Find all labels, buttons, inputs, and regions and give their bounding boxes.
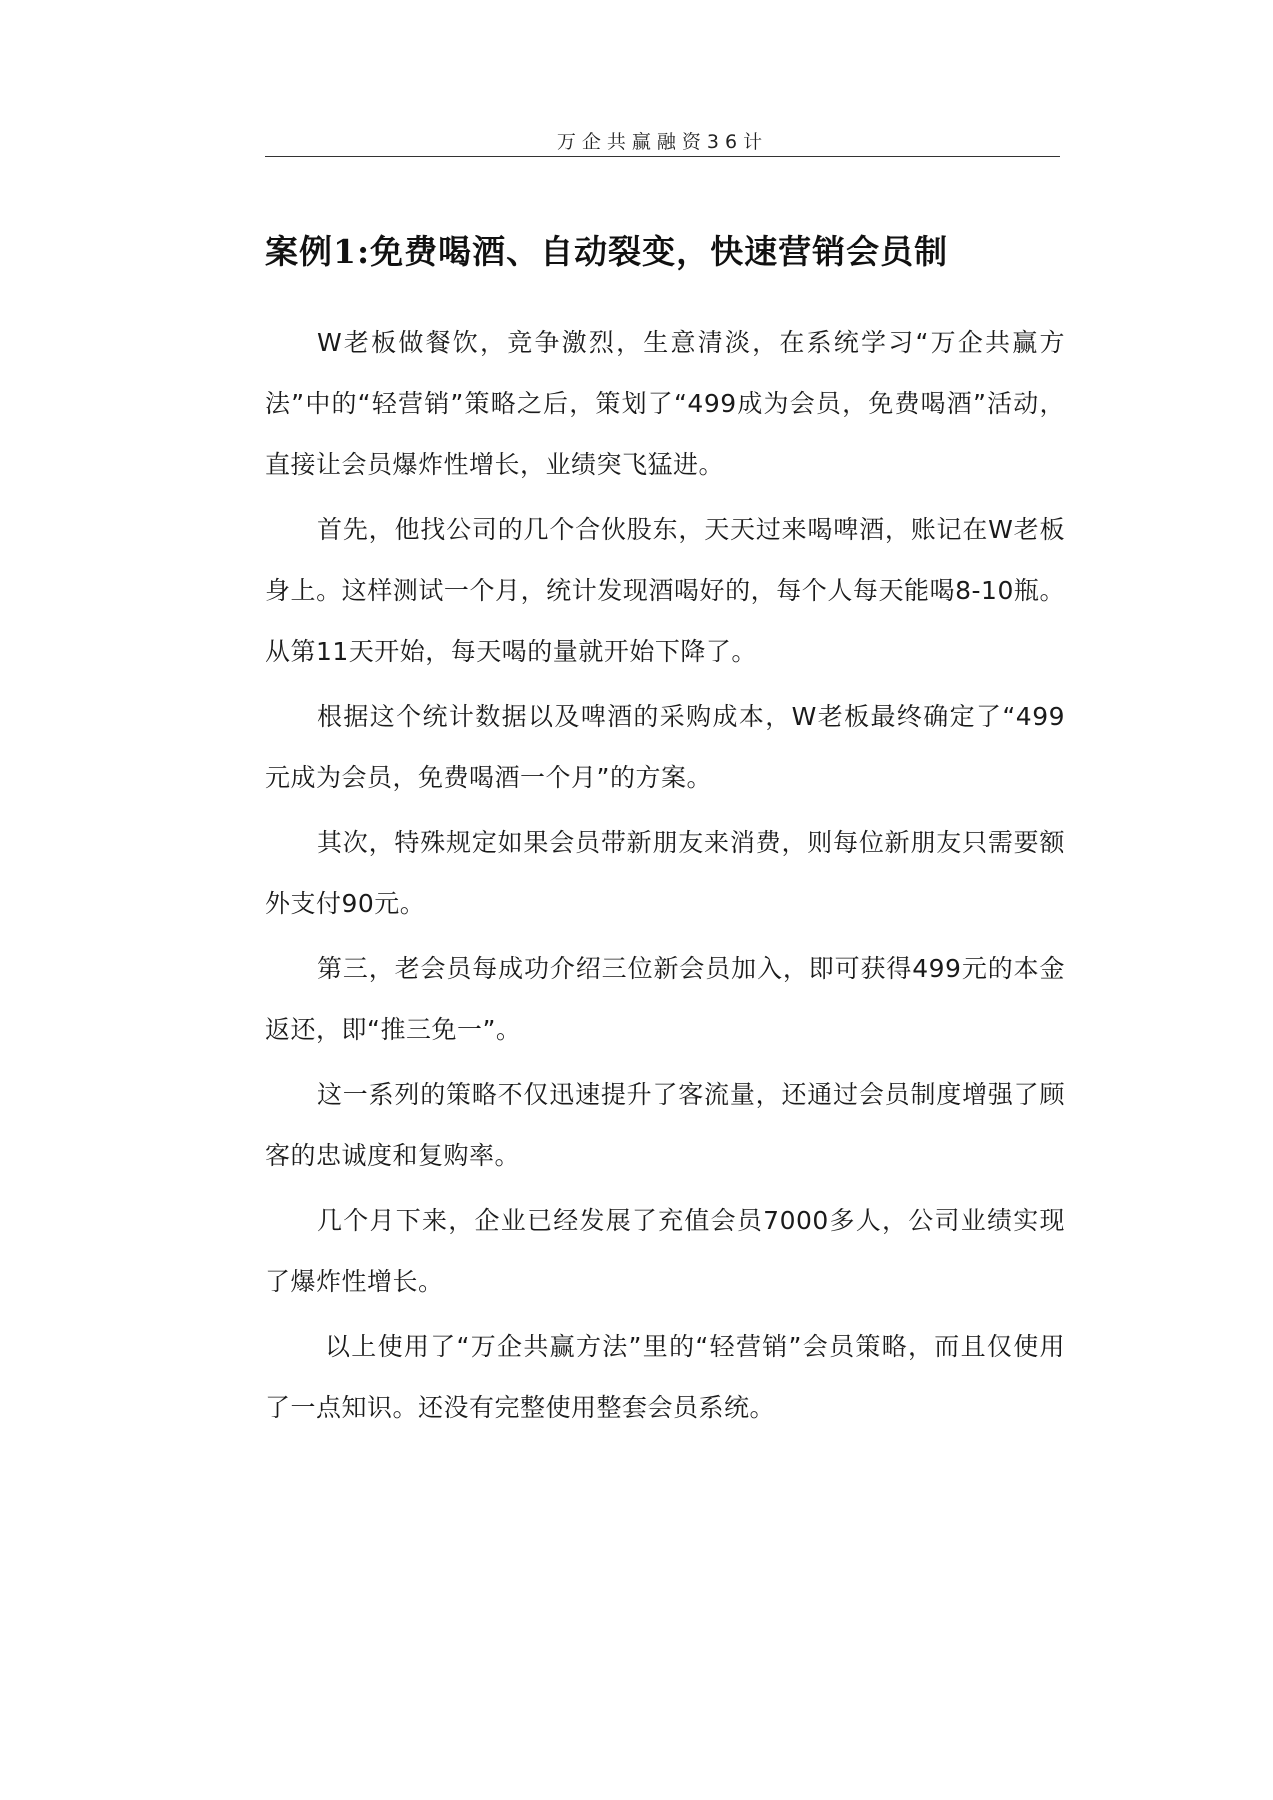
paragraph-conclusion: 以上使用了“万企共赢方法”里的“轻营销”会员策略，而且仅使用了一点知识。还没有完整使用整套会员系统。 xyxy=(265,1332,1065,1422)
running-title: 万企共赢融资36计 xyxy=(556,131,769,153)
paragraph-effect: 这一系列的策略不仅迅速提升了客流量，还通过会员制度增强了顾客的忠诚度和复购率。 xyxy=(265,1080,1065,1170)
body-text xyxy=(265,312,1065,1442)
paragraph-result: 几个月下来，企业已经发展了充值会员7000多人，公司业绩实现了爆炸性增长。 xyxy=(265,1206,1065,1296)
paragraph-second-step: 其次，特殊规定如果会员带新朋友来消费，则每位新朋友只需要额外支付90元。 xyxy=(265,828,1065,918)
page-header xyxy=(265,124,1060,157)
case-title: 案例1:免费喝酒、自动裂变，快速营销会员制 xyxy=(265,232,949,271)
paragraph-third-step: 第三，老会员每成功介绍三位新会员加入，即可获得499元的本金返还，即“推三免一”。 xyxy=(265,954,1065,1044)
paragraph-first-step: 首先，他找公司的几个合伙股东，天天过来喝啤酒，账记在W老板身上。这样测试一个月，统计发现酒喝好的，每个人每天能喝8-10瓶。从第11天开始，每天喝的量就开始下降了。 xyxy=(265,515,1065,666)
paragraph-intro: W老板做餐饮，竞争激烈，生意清淡，在系统学习“万企共赢方法”中的“轻营销”策略之后，策划了“499成为会员，免费喝酒”活动，直接让会员爆炸性增长，业绩突飞猛进。 xyxy=(265,328,1065,479)
paragraph-plan: 根据这个统计数据以及啤酒的采购成本，W老板最终确定了“499元成为会员，免费喝酒一个月”的方案。 xyxy=(265,702,1065,792)
